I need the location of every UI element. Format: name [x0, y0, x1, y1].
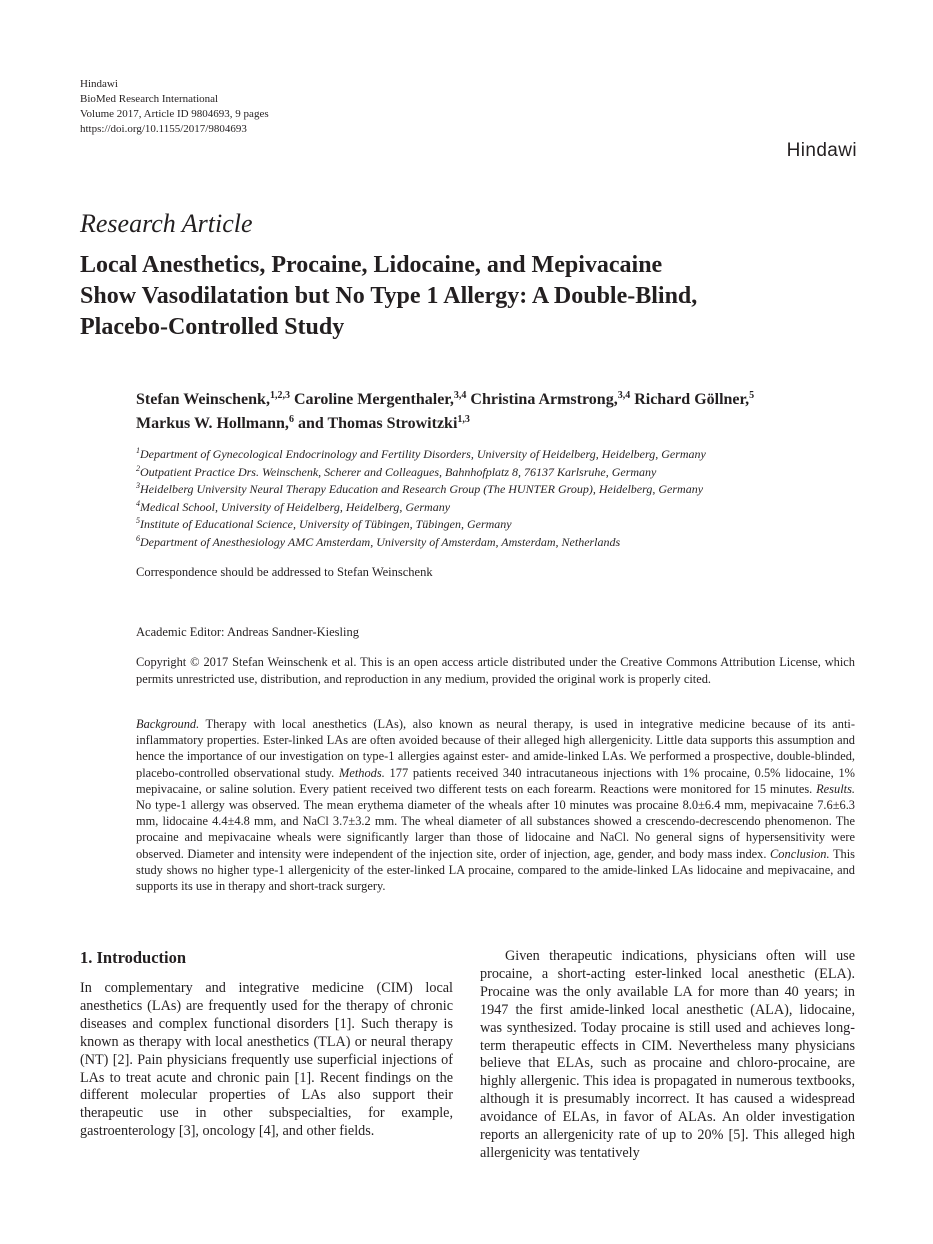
affiliation-number: 4 — [136, 498, 140, 508]
journal-meta — [80, 77, 269, 137]
author-affiliation-ref: 5 — [749, 390, 755, 401]
abstract-background-label: Background. — [136, 717, 200, 731]
copyright-notice: Copyright © 2017 Stefan Weinschenk et al. This is an open access article distributed under the Creative Commons Attribution License, which permits unrestricted use, distribution, and reproduction in any medium, provided the original work is properly cited. — [136, 655, 855, 686]
affiliation — [136, 481, 876, 499]
author-name: Caroline Mergenthaler, — [293, 391, 454, 408]
abstract-conclusion-label: Conclusion. — [770, 846, 830, 861]
body-column-left: In complementary and integrative medicine (CIM) local anesthetics (LAs) are frequently used for the therapy of chronic diseases and complex functional disorders [1]. Such therapy is known as therapy with local anesthetics (TLA) or neural therapy (NT) [2]. Pain physicians frequently use superficial injections of LAs to treat acute and chronic pain [1]. Recent findings on the different molecular properties of LAs also support their therapeutic use in other subspecialties, for example, gastroenterology [3], oncology [4], and other fields. — [80, 980, 453, 1140]
abstract-conclusion-text: This study shows no higher type-1 allergenicity of the ester-linked LA procaine, compared to the amide-linked LAs lidocaine and mepivacaine, and supports its use in therapy and short-track surgery. — [136, 846, 855, 894]
section-heading: 1. Introduction — [80, 948, 187, 967]
article-title — [80, 250, 870, 343]
publisher-name: Hindawi — [80, 78, 118, 90]
affiliation — [136, 464, 876, 482]
academic-editor: Academic Editor: Andreas Sandner-Kiesling — [136, 625, 359, 639]
hindawi-logo: Hindawi — [786, 140, 857, 161]
abstract-results-label: Results. — [816, 781, 855, 796]
affiliation-text: Outpatient Practice Drs. Weinschenk, Scherer and Colleagues, Bahnhofplatz 8, 76137 Karlsruhe, Germany — [140, 464, 657, 479]
affiliation-text: Department of Gynecological Endocrinology and Fertility Disorders, University of Heidelberg, Heidelberg, Germany — [140, 447, 706, 461]
affiliation-text: Medical School, University of Heidelberg, Heidelberg, Germany — [140, 499, 451, 514]
affiliation-list — [136, 446, 876, 552]
affiliation-text: Department of Anesthesiology AMC Amsterdam, University of Amsterdam, Amsterdam, Netherlands — [140, 534, 621, 549]
affiliation-number: 6 — [136, 533, 140, 543]
author-name: Stefan Weinschenk, — [136, 391, 270, 408]
title-line: Local Anesthetics, Procaine, Lidocaine, and Mepivacaine — [80, 252, 663, 278]
affiliation — [136, 534, 876, 552]
abstract-background-text: Therapy with local anesthetics (LAs), also known as neural therapy, is used in integrative medicine because of its anti-inflammatory properties. Ester-linked LAs are often avoided because of their alleged high allergenicity. Little data supports this assumption and hence the importance of our investigation on type-1 allergies against ester- and amide-linked LAs. We performed a prospective, double-blinded, placebo-controlled observational study. — [136, 717, 855, 780]
abstract — [136, 716, 855, 894]
author-name: Christina Armstrong, — [470, 391, 618, 408]
author-name: Markus W. Hollmann, — [136, 415, 289, 432]
author-affiliation-ref: 1,2,3 — [269, 390, 290, 401]
article-type: Research Article — [80, 209, 253, 238]
affiliation — [136, 446, 876, 464]
author-affiliation-ref: 6 — [288, 414, 294, 425]
author-affiliation-ref: 1,3 — [457, 414, 470, 425]
author-name: Richard Göllner, — [634, 391, 750, 408]
affiliation-number: 5 — [136, 516, 140, 526]
abstract-methods-text: 177 patients received 340 intracutaneous injections with 1% procaine, 0.5% lidocaine, 1% mepivacaine, or saline solution. Every patient received two different tests on each forearm. Reactions were monitored for 15 minutes. — [136, 765, 856, 796]
title-line: Placebo-Controlled Study — [80, 314, 345, 340]
affiliation-text: Heidelberg University Neural Therapy Education and Research Group (The HUNTER Group), Heidelberg, Germany — [140, 482, 704, 497]
author-name: and Thomas Strowitzki — [297, 415, 458, 432]
correspondence-note: Correspondence should be addressed to Stefan Weinschenk — [136, 565, 433, 579]
affiliation-number: 2 — [136, 463, 140, 473]
body-column-right: Given therapeutic indications, physicians often will use procaine, a short-acting ester-linked local anesthetic (ELA). Procaine was the only available LA for more than 40 years; in 1947 the first amide-linked local anesthetic (ALA), lidocaine, was synthesized. Today procaine is still used and achieves long-term therapeutic effects in CIM. Nevertheless many physicians believe that ELAs, such as procaine and chloro-procaine, are highly allergenic. This idea is propagated in numerous textbooks, although it is presumably incorrect. It has caused a widespread avoidance of ELAs, in favor of ALAs. An older investigation reports an allergenicity rate of up to 20% [5]. This alleged high allergenicity was tentatively — [480, 948, 855, 1161]
affiliation — [136, 516, 876, 534]
abstract-results-text: No type-1 allergy was observed. The mean erythema diameter of the wheals after 10 minutes was procaine 8.0±6.4 mm, mepivacaine 7.6±6.3 mm, lidocaine 4.4±4.8 mm, and NaCl 3.7±3.2 mm. The wheal diameter of all substances showed a crescendo-decrescendo phenomenon. The procaine and mepivacaine wheals were significantly larger than those of lidocaine and NaCl. No general signs of hypersensitivity were observed. Diameter and intensity were independent of the injection site, order of injection, age, gender, and body mass index. — [136, 798, 855, 861]
author-affiliation-ref: 3,4 — [617, 390, 631, 401]
doi-link[interactable]: https://doi.org/10.1155/2017/9804693 — [80, 123, 247, 135]
abstract-methods-label: Methods. — [339, 765, 385, 780]
title-line: Show Vasodilatation but No Type 1 Allergy: A Double-Blind, — [80, 283, 698, 309]
affiliation-number: 1 — [136, 446, 140, 455]
volume-info: Volume 2017, Article ID 9804693, 9 pages — [80, 108, 269, 120]
affiliation-number: 3 — [136, 481, 140, 491]
affiliation — [136, 499, 876, 517]
affiliation-text: Institute of Educational Science, University of Tübingen, Tübingen, Germany — [140, 517, 512, 532]
author-list — [136, 388, 876, 436]
author-affiliation-ref: 3,4 — [453, 390, 467, 401]
journal-name: BioMed Research International — [80, 93, 219, 105]
